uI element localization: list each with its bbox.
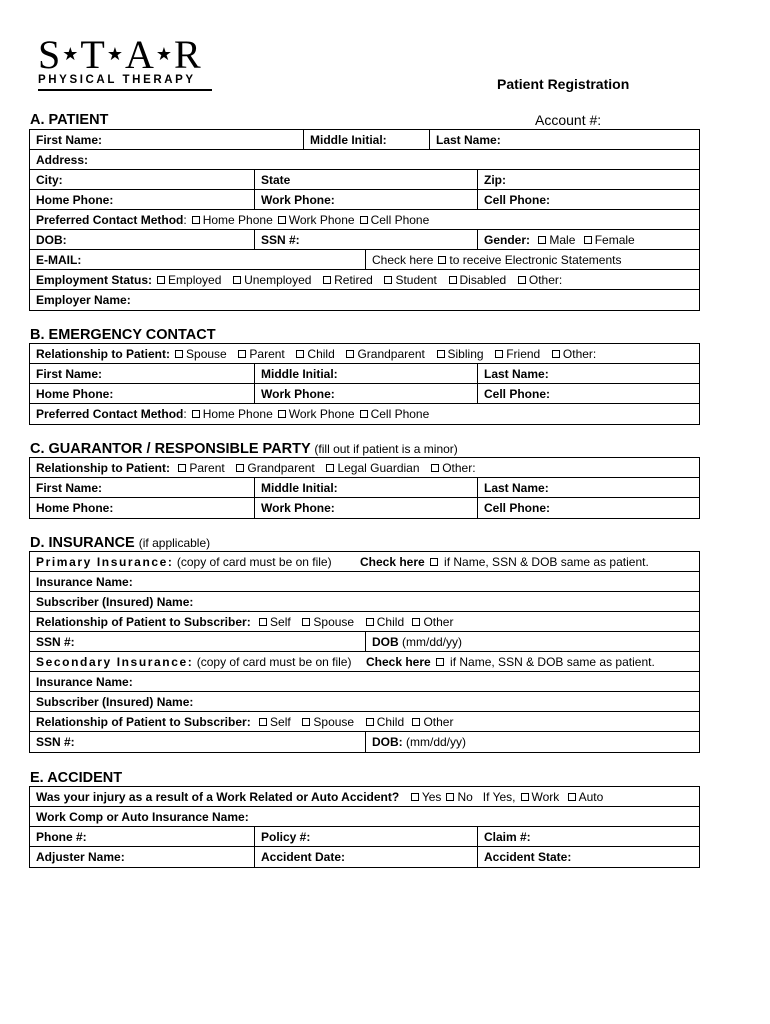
guarantor-table [29, 457, 700, 519]
primary-insurance-label: Primary Insurance: (copy of card must be on file) [36, 555, 332, 569]
table-row [30, 732, 699, 752]
parent-checkbox[interactable] [238, 350, 246, 358]
table-row [30, 290, 699, 310]
address-field[interactable]: Address: [36, 153, 89, 167]
spouse-checkbox[interactable] [302, 718, 310, 726]
employed-checkbox[interactable] [157, 276, 165, 284]
no-checkbox[interactable] [446, 793, 454, 801]
last-name-field[interactable]: Last Name: [477, 478, 549, 498]
section-a-heading: A. PATIENT [30, 112, 109, 128]
work-phone-field[interactable]: Work Phone: [254, 190, 335, 210]
table-row [30, 150, 699, 170]
table-row [30, 170, 699, 190]
cell-phone-field[interactable]: Cell Phone: [477, 190, 550, 210]
claim-field[interactable]: Claim #: [477, 827, 531, 847]
table-row [30, 210, 699, 230]
cell-phone-field[interactable]: Cell Phone: [477, 384, 550, 404]
preferred-contact-method: Preferred Contact Method: Home Phone Work Phone Cell Phone [36, 407, 430, 421]
secondary-insurance-label: Secondary Insurance: (copy of card must be on file) [36, 655, 352, 669]
section-b-heading: B. EMERGENCY CONTACT [30, 327, 216, 343]
work-phone-checkbox[interactable] [278, 216, 286, 224]
home-phone-field[interactable]: Home Phone: [36, 501, 114, 515]
employment-status-options: Employment Status: Employed Unemployed Retired Student Disabled Other: [36, 273, 563, 287]
disabled-checkbox[interactable] [449, 276, 457, 284]
dob-field[interactable]: DOB (mm/dd/yy) [365, 632, 462, 652]
other-checkbox[interactable] [518, 276, 526, 284]
same-as-patient-checkbox[interactable] [436, 658, 444, 666]
cell-phone-checkbox[interactable] [360, 410, 368, 418]
male-checkbox[interactable] [538, 236, 546, 244]
city-field[interactable]: City: [36, 173, 63, 187]
logo-subtitle: PHYSICAL THERAPY [38, 74, 196, 86]
section-d-heading: D. INSURANCE (if applicable) [30, 535, 211, 551]
work-phone-checkbox[interactable] [278, 410, 286, 418]
table-row [30, 478, 699, 498]
legal-guardian-checkbox[interactable] [326, 464, 334, 472]
dob-field[interactable]: DOB: [36, 233, 67, 247]
child-checkbox[interactable] [366, 618, 374, 626]
unemployed-checkbox[interactable] [233, 276, 241, 284]
accident-date-field[interactable]: Accident Date: [254, 847, 345, 867]
self-checkbox[interactable] [259, 718, 267, 726]
first-name-field[interactable]: First Name: [36, 481, 103, 495]
electronic-statements-option: Check here to receive Electronic Statements [365, 250, 621, 270]
patient-table [29, 129, 700, 311]
section-c-heading: C. GUARANTOR / RESPONSIBLE PARTY (fill out if patient is a minor) [30, 441, 458, 457]
table-row [30, 807, 699, 827]
last-name-field[interactable]: Last Name: [429, 130, 501, 150]
home-phone-field[interactable]: Home Phone: [36, 193, 114, 207]
state-field[interactable]: State [254, 170, 290, 190]
star-pt-logo [38, 32, 218, 91]
grandparent-checkbox[interactable] [346, 350, 354, 358]
subscriber-name-field[interactable]: Subscriber (Insured) Name: [36, 595, 194, 609]
table-row [30, 847, 699, 867]
relationship-options: Relationship to Patient: Parent Grandparent Legal Guardian Other: [36, 461, 476, 475]
star-icon: ★ [106, 44, 124, 64]
emergency-contact-table [29, 343, 700, 425]
work-related-question: Was your injury as a result of a Work Related or Auto Accident? Yes No If Yes, Work Auto [36, 790, 604, 804]
child-checkbox[interactable] [366, 718, 374, 726]
star-icon: ★ [155, 44, 173, 64]
table-row [30, 364, 699, 384]
subscriber-relationship-options: Relationship of Patient to Subscriber: Self Spouse Child Other [36, 715, 454, 729]
first-name-field[interactable]: First Name: [36, 367, 103, 381]
friend-checkbox[interactable] [495, 350, 503, 358]
table-row [30, 827, 699, 847]
table-row [30, 632, 699, 652]
yes-checkbox[interactable] [411, 793, 419, 801]
star-icon: ★ [62, 44, 80, 64]
relationship-options: Relationship to Patient: Spouse Parent Child Grandparent Sibling Friend Other: [36, 347, 597, 361]
spouse-checkbox[interactable] [302, 618, 310, 626]
table-row [30, 572, 699, 592]
insurance-table [29, 551, 700, 753]
middle-initial-field[interactable]: Middle Initial: [254, 364, 338, 384]
work-phone-field[interactable]: Work Phone: [254, 498, 335, 518]
accident-table [29, 786, 700, 868]
parent-checkbox[interactable] [178, 464, 186, 472]
email-field[interactable]: E-MAIL: [36, 253, 82, 267]
electronic-statements-checkbox[interactable] [438, 256, 446, 264]
other-checkbox[interactable] [412, 718, 420, 726]
same-as-patient-checkbox[interactable] [430, 558, 438, 566]
accident-state-field[interactable]: Accident State: [477, 847, 571, 867]
cell-phone-checkbox[interactable] [360, 216, 368, 224]
work-comp-insurance-field[interactable]: Work Comp or Auto Insurance Name: [36, 810, 249, 824]
grandparent-checkbox[interactable] [236, 464, 244, 472]
middle-initial-field[interactable]: Middle Initial: [303, 130, 387, 150]
section-e-heading: E. ACCIDENT [30, 770, 123, 786]
ssn-field[interactable]: SSN #: [254, 230, 300, 250]
preferred-contact-method: Preferred Contact Method: Home Phone Work Phone Cell Phone [36, 213, 430, 227]
table-row [30, 190, 699, 210]
cell-phone-field[interactable]: Cell Phone: [477, 498, 550, 518]
auto-checkbox[interactable] [568, 793, 576, 801]
account-number-label: Account #: [535, 112, 602, 128]
gender-options: Gender: Male Female [477, 230, 635, 250]
work-checkbox[interactable] [521, 793, 529, 801]
secondary-same-as-patient: Check here if Name, SSN & DOB same as patient. [366, 655, 655, 669]
subscriber-relationship-options: Relationship of Patient to Subscriber: Self Spouse Child Other [36, 615, 454, 629]
home-phone-checkbox[interactable] [192, 410, 200, 418]
retired-checkbox[interactable] [323, 276, 331, 284]
table-row [30, 270, 699, 290]
table-row [30, 712, 699, 732]
female-checkbox[interactable] [584, 236, 592, 244]
primary-same-as-patient: Check here if Name, SSN & DOB same as patient. [360, 555, 649, 569]
table-row [30, 498, 699, 518]
home-phone-field[interactable]: Home Phone: [36, 387, 114, 401]
last-name-field[interactable]: Last Name: [477, 364, 549, 384]
child-checkbox[interactable] [296, 350, 304, 358]
table-row [30, 787, 699, 807]
logo-wordmark: S★T★A★R [38, 32, 202, 77]
table-row [30, 458, 699, 478]
insurance-name-field[interactable]: Insurance Name: [36, 575, 133, 589]
table-row [30, 384, 699, 404]
table-row [30, 552, 699, 572]
self-checkbox[interactable] [259, 618, 267, 626]
table-row [30, 612, 699, 632]
insurance-name-field[interactable]: Insurance Name: [36, 675, 133, 689]
employer-name-field[interactable]: Employer Name: [36, 293, 131, 307]
table-row [30, 692, 699, 712]
table-row [30, 130, 699, 150]
spouse-checkbox[interactable] [175, 350, 183, 358]
other-checkbox[interactable] [412, 618, 420, 626]
table-row [30, 672, 699, 692]
middle-initial-field[interactable]: Middle Initial: [254, 478, 338, 498]
other-checkbox[interactable] [431, 464, 439, 472]
other-checkbox[interactable] [552, 350, 560, 358]
table-row [30, 592, 699, 612]
ssn-field[interactable]: SSN #: [36, 635, 75, 649]
work-phone-field[interactable]: Work Phone: [254, 384, 335, 404]
home-phone-checkbox[interactable] [192, 216, 200, 224]
adjuster-name-field[interactable]: Adjuster Name: [36, 850, 125, 864]
first-name-field[interactable]: First Name: [36, 133, 103, 147]
student-checkbox[interactable] [384, 276, 392, 284]
policy-field[interactable]: Policy #: [254, 827, 310, 847]
zip-field[interactable]: Zip: [477, 170, 506, 190]
table-row [30, 230, 699, 250]
table-row [30, 404, 699, 424]
table-row [30, 652, 699, 672]
table-row [30, 344, 699, 364]
phone-field[interactable]: Phone #: [36, 830, 87, 844]
subscriber-name-field[interactable]: Subscriber (Insured) Name: [36, 695, 194, 709]
sibling-checkbox[interactable] [437, 350, 445, 358]
table-row [30, 250, 699, 270]
dob-field[interactable]: DOB: (mm/dd/yy) [365, 732, 466, 752]
logo-underline [38, 89, 212, 91]
form-title: Patient Registration [497, 76, 630, 92]
ssn-field[interactable]: SSN #: [36, 735, 75, 749]
